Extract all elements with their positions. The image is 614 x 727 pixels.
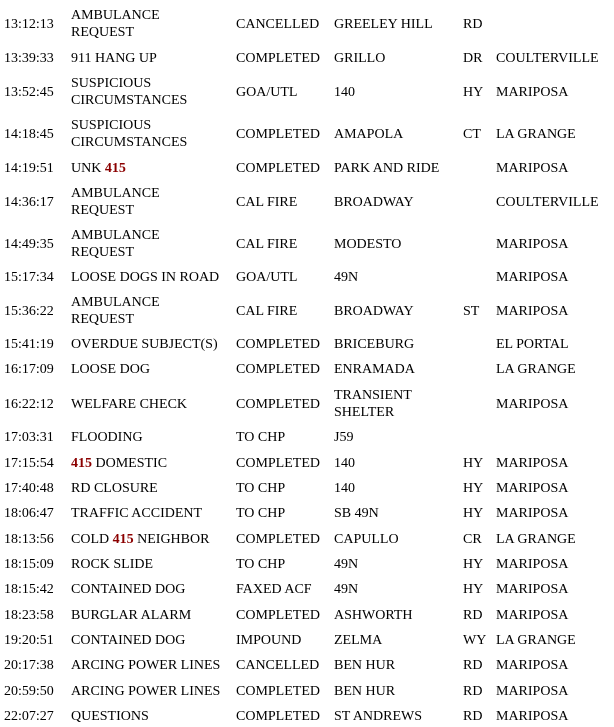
call-time: 15:41:19 xyxy=(4,336,54,352)
call-disposition: COMPLETED xyxy=(236,50,320,66)
call-city: MARIPOSA xyxy=(496,505,569,521)
street-suffix: RD xyxy=(463,16,483,32)
call-type: AMBULANCE REQUEST xyxy=(71,295,160,327)
call-disposition: COMPLETED xyxy=(236,531,320,547)
call-disposition: TO CHP xyxy=(236,556,286,572)
call-street: 140 xyxy=(334,84,355,100)
call-type: WELFARE CHECK xyxy=(71,396,188,412)
call-street: BRICEBURG xyxy=(334,336,415,352)
call-street: ST ANDREWS xyxy=(334,708,423,724)
call-disposition: FAXED ACF xyxy=(236,581,312,597)
call-city: LA GRANGE xyxy=(496,126,576,142)
call-city: LA GRANGE xyxy=(496,531,576,547)
call-time: 15:17:34 xyxy=(4,269,54,285)
call-city: MARIPOSA xyxy=(496,480,569,496)
call-city: EL PORTAL xyxy=(496,336,569,352)
call-city: COULTERVILLE xyxy=(496,50,599,66)
call-city: MARIPOSA xyxy=(496,396,569,412)
call-time: 19:20:51 xyxy=(4,632,54,648)
call-time: 17:40:48 xyxy=(4,480,54,496)
call-disposition: GOA/UTL xyxy=(236,269,298,285)
call-time: 16:22:12 xyxy=(4,396,54,412)
call-street: BEN HUR xyxy=(334,683,396,699)
call-type: SUSPICIOUS CIRCUMSTANCES xyxy=(71,118,188,150)
call-type: CONTAINED DOG xyxy=(71,632,186,648)
call-disposition: COMPLETED xyxy=(236,607,320,623)
call-street: BROADWAY xyxy=(334,303,414,319)
call-street: GREELEY HILL xyxy=(334,16,433,32)
call-street: MODESTO xyxy=(334,236,402,252)
call-time: 14:49:35 xyxy=(4,236,54,252)
call-type: LOOSE DOG xyxy=(71,361,150,377)
call-type: SUSPICIOUS CIRCUMSTANCES xyxy=(71,76,188,108)
call-disposition: COMPLETED xyxy=(236,160,320,176)
call-city: MARIPOSA xyxy=(496,160,569,176)
call-disposition: COMPLETED xyxy=(236,361,320,377)
call-street: 49N xyxy=(334,581,359,597)
call-city: MARIPOSA xyxy=(496,236,569,252)
call-time: 17:15:54 xyxy=(4,455,54,471)
call-street: 49N xyxy=(334,556,359,572)
call-type: BURGLAR ALARM xyxy=(71,607,192,623)
call-type: ARCING POWER LINES xyxy=(71,683,221,699)
street-suffix: ST xyxy=(463,303,480,319)
call-street: ENRAMADA xyxy=(334,361,415,377)
street-suffix: CT xyxy=(463,126,481,142)
call-street: ASHWORTH xyxy=(334,607,413,623)
call-type: 911 HANG UP xyxy=(71,50,157,66)
call-time: 18:15:09 xyxy=(4,556,54,572)
call-street: J59 xyxy=(334,429,354,445)
call-disposition: COMPLETED xyxy=(236,708,320,724)
call-disposition: COMPLETED xyxy=(236,683,320,699)
incident-code: 415 xyxy=(112,531,134,547)
call-city: MARIPOSA xyxy=(496,455,569,471)
call-street: PARK AND RIDE xyxy=(334,160,440,176)
call-disposition: CAL FIRE xyxy=(236,236,298,252)
call-disposition: CANCELLED xyxy=(236,16,320,32)
call-disposition: CANCELLED xyxy=(236,657,320,673)
call-time: 14:19:51 xyxy=(4,160,54,176)
call-city: COULTERVILLE xyxy=(496,194,599,210)
call-city: MARIPOSA xyxy=(496,708,569,724)
street-suffix: HY xyxy=(463,455,484,471)
call-street: GRILLO xyxy=(334,50,386,66)
call-street: BROADWAY xyxy=(334,194,414,210)
call-time: 13:52:45 xyxy=(4,84,54,100)
call-type: RD CLOSURE xyxy=(71,480,158,496)
call-time: 17:03:31 xyxy=(4,429,54,445)
call-time: 13:39:33 xyxy=(4,50,54,66)
call-type: UNK 415 xyxy=(71,160,126,176)
street-suffix: DR xyxy=(463,50,483,66)
call-disposition: COMPLETED xyxy=(236,396,320,412)
street-suffix: HY xyxy=(463,84,484,100)
call-time: 18:23:58 xyxy=(4,607,54,623)
call-city: LA GRANGE xyxy=(496,361,576,377)
street-suffix: RD xyxy=(463,607,483,623)
call-type: LOOSE DOGS IN ROAD xyxy=(71,269,220,285)
street-suffix: CR xyxy=(463,531,482,547)
call-disposition: TO CHP xyxy=(236,505,286,521)
call-type: ROCK SLIDE xyxy=(71,556,154,572)
call-city: MARIPOSA xyxy=(496,84,569,100)
call-disposition: TO CHP xyxy=(236,480,286,496)
call-disposition: TO CHP xyxy=(236,429,286,445)
call-street: AMAPOLA xyxy=(334,126,404,142)
call-time: 18:13:56 xyxy=(4,531,54,547)
call-disposition: COMPLETED xyxy=(236,455,320,471)
call-time: 15:36:22 xyxy=(4,303,54,319)
call-city: MARIPOSA xyxy=(496,657,569,673)
call-disposition: IMPOUND xyxy=(236,632,302,648)
call-street: 49N xyxy=(334,269,359,285)
call-disposition: COMPLETED xyxy=(236,336,320,352)
street-suffix: HY xyxy=(463,556,484,572)
call-street: 140 xyxy=(334,480,355,496)
call-type: COLD 415 NEIGHBOR xyxy=(71,531,210,547)
call-disposition: GOA/UTL xyxy=(236,84,298,100)
call-time: 16:17:09 xyxy=(4,361,54,377)
call-time: 14:18:45 xyxy=(4,126,54,142)
incident-code: 415 xyxy=(71,455,92,471)
call-street: TRANSIENT SHELTER xyxy=(334,388,412,420)
call-city: MARIPOSA xyxy=(496,581,569,597)
call-time: 14:36:17 xyxy=(4,194,54,210)
call-street: ZELMA xyxy=(334,632,383,648)
call-time: 18:15:42 xyxy=(4,581,54,597)
call-type: OVERDUE SUBJECT(S) xyxy=(71,336,218,352)
call-time: 20:17:38 xyxy=(4,657,54,673)
street-suffix: RD xyxy=(463,708,483,724)
call-city: MARIPOSA xyxy=(496,269,569,285)
street-suffix: RD xyxy=(463,683,483,699)
call-city: LA GRANGE xyxy=(496,632,576,648)
street-suffix: RD xyxy=(463,657,483,673)
call-time: 22:07:27 xyxy=(4,708,54,724)
street-suffix: HY xyxy=(463,505,484,521)
call-city: MARIPOSA xyxy=(496,607,569,623)
call-disposition: CAL FIRE xyxy=(236,194,298,210)
call-street: 140 xyxy=(334,455,355,471)
call-type: AMBULANCE REQUEST xyxy=(71,8,160,40)
call-city: MARIPOSA xyxy=(496,556,569,572)
call-type: FLOODING xyxy=(71,429,143,445)
call-city: MARIPOSA xyxy=(496,303,569,319)
call-type: ARCING POWER LINES xyxy=(71,657,221,673)
call-type: AMBULANCE REQUEST xyxy=(71,228,160,260)
call-street: SB 49N xyxy=(334,505,379,521)
street-suffix: HY xyxy=(463,480,484,496)
call-type: TRAFFIC ACCIDENT xyxy=(71,505,203,521)
street-suffix: WY xyxy=(463,632,487,648)
street-suffix: HY xyxy=(463,581,484,597)
call-time: 18:06:47 xyxy=(4,505,54,521)
call-type: CONTAINED DOG xyxy=(71,581,186,597)
call-city: MARIPOSA xyxy=(496,683,569,699)
call-type: AMBULANCE REQUEST xyxy=(71,186,160,218)
incident-code: 415 xyxy=(104,160,126,176)
call-street: CAPULLO xyxy=(334,531,399,547)
call-time: 20:59:50 xyxy=(4,683,54,699)
call-type: 415 DOMESTIC xyxy=(71,455,168,471)
call-time: 13:12:13 xyxy=(4,16,54,32)
call-disposition: COMPLETED xyxy=(236,126,320,142)
call-disposition: CAL FIRE xyxy=(236,303,298,319)
call-type: QUESTIONS xyxy=(71,708,149,724)
call-street: BEN HUR xyxy=(334,657,396,673)
